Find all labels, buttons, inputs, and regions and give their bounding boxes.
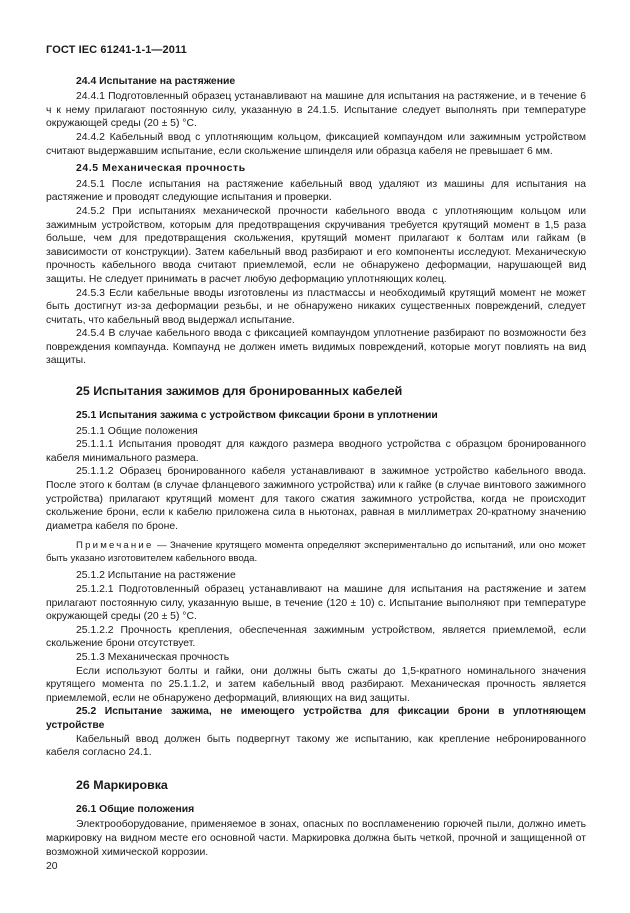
paragraph-25-1-1: 25.1.1 Общие положения (76, 425, 198, 437)
section-24-5-title: 24.5 Механическая прочность (76, 163, 246, 175)
paragraph-24-5-2: 24.5.2 При испытаниях механической прочности кабельного ввода с уплотняющим кольцом или зажимным устройством, которым для предотвращения скручивания требуется крутящий момент в 1,5 раза больше, чем для предотвращения скольжения, крутящий момент прилагают к болтам или гайкам (в зависимости от конструкции). Затем кабельный ввод разбирают и его компоненты исследуют. Механическую прочность кабельного ввода считают приемлемой, если не обнаружено деформации, нарушающей вид защиты. Не следует принимать в расчет любую деформацию уплотняющих колец. (46, 205, 586, 285)
paragraph-24-5-1: 24.5.1 После испытания на растяжение кабельный ввод удаляют из машины для испытания на растяжение и проводят следующие испытания и проверки. (46, 178, 586, 204)
paragraph-25-1-1-2: 25.1.1.2 Образец бронированного кабеля устанавливают в зажимное устройство кабельного ввода. После этого к болтам (в случае фланцевого зажимного устройства) или к гайке (в случае винтового зажимного устройства) прилагают крутящий момент для такого сжатия зажимного устройства, когда не происходит скольжение брони, если к кабелю приложена сила в ньютонах, равная в миллиметрах 20-кратному значению диаметра кабеля по броне. (46, 466, 586, 532)
note-label: Примечание (76, 540, 154, 552)
paragraph-25-1-1-1: 25.1.1.1 Испытания проводят для каждого размера вводного устройства с образцом бронированного кабеля минимального размера. (46, 439, 586, 464)
paragraph-26-1-text: Электрооборудование, применяемое в зонах, опасных по воспламенению горючей пыли, должно иметь маркировку на видном месте его основной части. Маркировка должна быть четкой, прочной и защищенной от возможной химической коррозии. (46, 819, 586, 858)
page-number: 20 (46, 861, 58, 872)
paragraph-25-1-3: 25.1.3 Механическая прочность (76, 651, 230, 663)
paragraph-24-4-2: 24.4.2 Кабельный ввод с уплотняющим кольцом, фиксацией компаундом или зажимным устройством считают выдержавшим испытание, если скольжение шпинделя или образца кабеля не превышает 6 мм. (46, 131, 586, 157)
document-header: ГОСТ IEC 61241-1-1—2011 (46, 44, 187, 56)
paragraph-24-4-1: 24.4.1 Подготовленный образец устанавливают на машине для испытания на растяжение, и в течение 6 ч к нему прилагают постоянную силу, указанную в 24.1.5. Испытание следует выполнять при температуре окружающей среды (20 ± 5) °С. (46, 91, 586, 130)
note (46, 539, 586, 565)
section-25-title: 25 Испытания зажимов для бронированных кабелей (76, 384, 403, 399)
paragraph-25-1-2: 25.1.2 Испытание на растяжение (76, 570, 236, 582)
paragraph-24-5-4: 24.5.4 В случае кабельного ввода с фиксацией компаундом уплотнение разбирают по возможности без повреждения компаунда. Компаунд не должен иметь видимых повреждений, которые могут повлиять на вид защиты. (46, 328, 586, 367)
section-25-2-title: 25.2 Испытание зажима, не имеющего устройства для фиксации брони в уплотняющем устройстве (46, 706, 586, 731)
paragraph-25-1-2-2: 25.1.2.2 Прочность крепления, обеспеченная зажимным устройством, является приемлемой, если скольжение брони отсутствует. (46, 624, 586, 650)
paragraph-25-2-text: Кабельный ввод должен быть подвергнут такому же испытанию, как крепление небронированного кабеля согласно 24.1. (46, 733, 586, 759)
document-page (46, 44, 586, 859)
paragraph-25-1-2-1: 25.1.2.1 Подготовленный образец устанавливают на машине для испытания на растяжение и затем прилагают постоянную силу, указанную выше, в течение (120 ± 10) с. Испытание выполняют при температуре окружающей среды (20 ± 5) °С. (46, 584, 586, 623)
note-text: — Значение крутящего момента определяют экспериментально до испытаний, или оно может быть указано изготовителем кабельного ввода. (46, 540, 586, 565)
section-24-4-title: 24.4 Испытание на растяжение (76, 75, 236, 87)
section-26-1-title: 26.1 Общие положения (76, 803, 195, 815)
section-25-1-title: 25.1 Испытания зажима с устройством фиксации брони в уплотнении (76, 410, 438, 422)
paragraph-25-1-3-text: Если используют болты и гайки, они должны быть сжаты до 1,5-кратного номинального значения крутящего момента по 25.1.1.2, и затем кабельный ввод разбирают. Механическая прочность является приемлемой, если не обнаружено деформаций, влияющих на вид защиты. (46, 665, 586, 704)
paragraph-24-5-3: 24.5.3 Если кабельные вводы изготовлены из пластмассы и необходимый крутящий момент не может быть достигнут из-за деформации резьбы, и не обнаружено никаких существенных повреждений, следует считать, что кабельный ввод выдержал испытание. (46, 287, 586, 326)
section-26-title: 26 Маркировка (76, 777, 168, 792)
